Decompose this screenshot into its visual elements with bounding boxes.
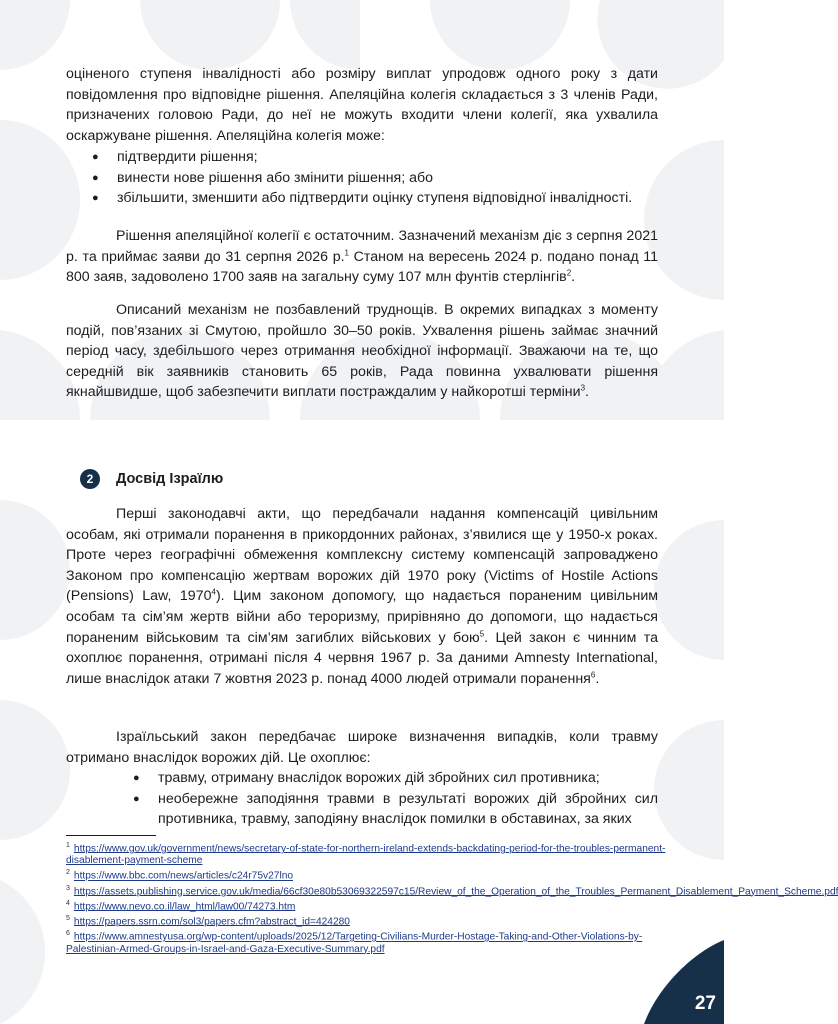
page-number: 27 [694,993,716,1014]
list-item: ● необережне заподіяння травми в результаті ворожих дій збройних сил противника, травму, заподіяну внаслідок помилки в обставинах, за яких [133,789,658,830]
appeal-options-list [92,147,658,209]
footnote-ref: 2 [566,268,572,278]
list-item: ● збільшити, зменшити або підтвердити оцінку ступеня відповідної інвалідності. [92,188,658,209]
footnote-link[interactable]: https://www.bbc.com/news/articles/c24r75v27lno [73,870,294,882]
list-item: ● травму, отриману внаслідок ворожих дій збройних сил противника; [133,768,658,789]
paragraph-israel-history: Перші законодавчі акти, що передбачали надання компенсацій цивільним особам, які отримали поранення в прикордонних районах, з’явилися ще у 1950-х роках. Проте через географічні обмеження комплексну систему компенсацій запроваджено Законом про компенсацію жертвам ворожих дій 1970 року (Victims of Hostile Actions (Pensions) Law, 1970$^4$). Цим законом допомогу, що надається пораненим цивільним особам та сім’ям жертв війни або тероризму, прирівняно до допомоги, що надається пораненим військовим та сім’ям загиблих військових у бою$^5$. Цей закон є чинним та охоплює поранення, отримані після 4 червня 1967 р. За даними Amnesty International, лише внаслідок атаки 7 жовтня 2023 р. понад 4000 людей отримали поранення$^6$. [66,506,658,687]
footnote-ref: 6 [590,670,596,680]
footnote-link[interactable]: https://www.nevo.co.il/law_html/law00/74273.htm [73,901,296,913]
footnote-link[interactable]: https://papers.ssrn.com/sol3/papers.cfm?abstract_id=424280 [73,916,350,928]
list-item: ● підтвердити рішення; [92,147,658,168]
footnote: $^5$ https://papers.ssrn.com/sol3/papers.cfm?abstract_id=424280 [66,915,350,928]
section-heading [80,468,223,490]
section-number-badge: 2 [80,469,100,489]
paragraph-difficulties: Описаний механізм не позбавлений труднощів. В окремих випадках з моменту подій, пов’язаних зі Смутою, пройшло 30–50 років. Ухвалення рішень займає значний період часу, здебільшого через отримання необхідної інформації. Зважаючи на те, що середній вік заявників становить 65 років, Рада повинна ухвалювати рішення якнайшвидше, щоб забезпечити виплати постраждалим у найкоротші терміни$^3$. [66,302,658,401]
paragraph-israel-law-scope: Ізраїльський закон передбачає широке визначення випадків, коли травму отримано внаслідок ворожих дій. Це охоплює: [66,729,658,766]
footnotes [66,840,838,956]
footnote: $^3$ https://assets.publishing.service.gov.uk/media/66cf30e80b53069322597c15/Review_of_the_Operation_of_the_Troubles_Permanent_Disablement_Payment_Scheme.pdf [66,884,838,897]
footnote: $^2$ https://www.bbc.com/news/articles/c24r75v27lno [66,869,294,882]
footnote-ref: 4 [211,587,216,597]
footnote-link[interactable]: https://www.gov.uk/government/news/secretary-of-state-for-northern-ireland-extends-backdating-period-for-the-troubles-permanent-disablement-payment-scheme [66,843,666,867]
footnote-ref: 5 [479,628,485,638]
paragraph-decision-final: Рішення апеляційної колегії є остаточним. Зазначений механізм діє з серпня 2021 р. та приймає заяви до 31 серпня 2026 р.$^1$ Станом на вересень 2024 р. подано понад 11 800 заяв, задоволено 1700 заяв на загальну суму 107 млн фунтів стерлінгів$^2$. [66,228,658,286]
footnote: $^6$ https://www.amnestyusa.org/wp-content/uploads/2025/12/Targeting-Civilians-Murder-Hostage-Taking-and-Other-Violations-by-Palestinian-Armed-Groups-in-Israel-and-Gaza-Executive-Summary.pdf [66,930,643,955]
footnote-link[interactable]: https://www.amnestyusa.org/wp-content/uploads/2025/12/Targeting-Civilians-Murder-Hostage-Taking-and-Other-Violations-by-Palestinian-Armed-Groups-in-Israel-and-Gaza-Executive-Summary.pdf [66,931,643,955]
footnote-divider [66,835,156,836]
paragraph-appeal-panel: оціненого ступеня інвалідності або розміру виплат упродовж одного року з дати повідомлення про відповідне рішення. Апеляційна колегія складається з 3 членів Ради, призначених головою Ради, до неї не можуть входити члени колегії, яка ухвалила оскаржуване рішення. Апеляційна колегія може: [66,66,658,144]
footnote: $^1$ https://www.gov.uk/government/news/secretary-of-state-for-northern-ireland-extends-backdating-period-for-the-troubles-permanent-disablement-payment-scheme [66,842,666,867]
footnote-ref: 1 [344,247,349,257]
footnote-ref: 3 [580,383,586,393]
section-title: Досвід Ізраїлю [116,471,224,487]
injury-cases-list [133,768,658,830]
footnote-link[interactable]: https://assets.publishing.service.gov.uk/media/66cf30e80b53069322597c15/Review_of_the_Operation_of_the_Troubles_Permanent_Disablement_Payment_Scheme.pdf [73,885,838,897]
footnote: $^4$ https://www.nevo.co.il/law_html/law00/74273.htm [66,899,296,913]
list-item: ● винести нове рішення або змінити рішення; або [92,168,658,189]
